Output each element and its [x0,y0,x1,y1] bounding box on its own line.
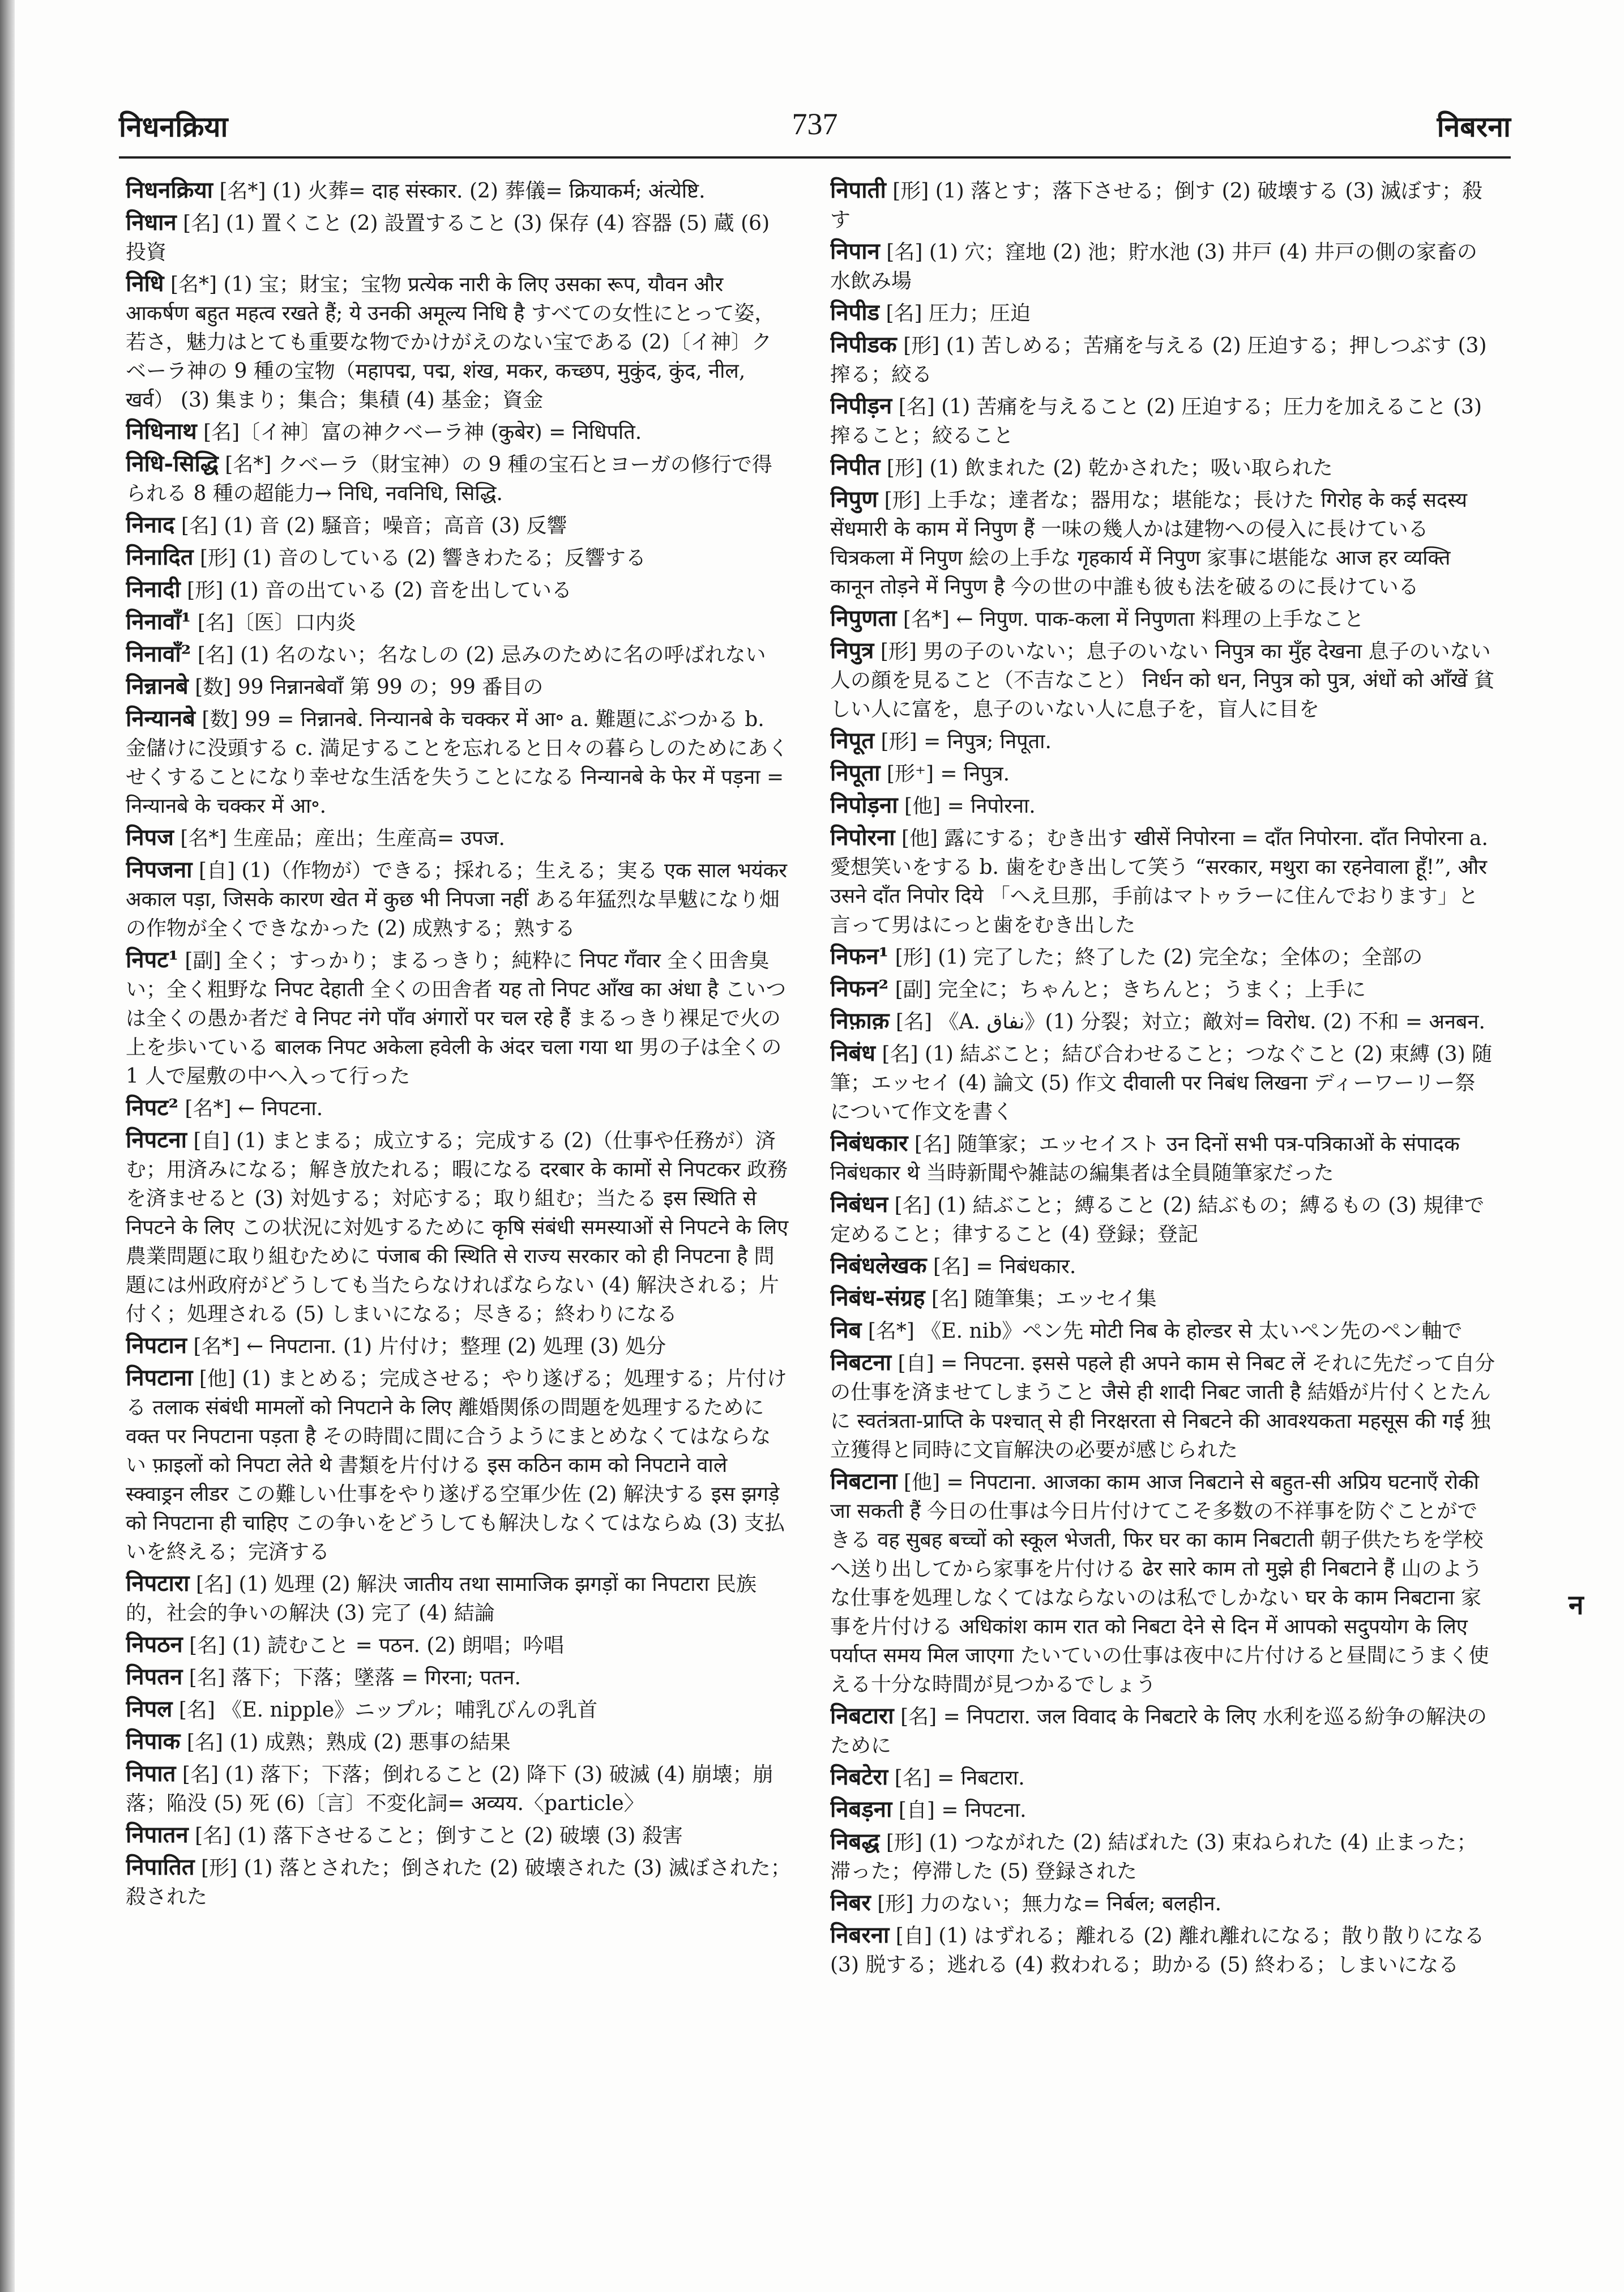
entry-headword: निनादी [126,576,181,603]
entry-headword: निबटेरा [830,1764,888,1790]
entry-definition: [名] 落下；下落；墜落 = गिरना; पतन. [182,1666,521,1689]
entry-definition: [名] (1) 読むこと = पठन. (2) 朗唱；吟唱 [182,1634,564,1657]
entry-definition: [形] (1) 完了した；終了した (2) 完全な；全体の；全部の [888,946,1423,969]
thumb-index-letter: न [1569,1589,1584,1621]
entry-headword: निधान [126,209,177,236]
dictionary-entry [830,726,1495,756]
dictionary-entry [126,1363,791,1567]
entry-definition: [形] = निपुत्र; निपूता. [874,730,1052,753]
entry-definition: [名*] 生産品；産出；生産高= उपज. [173,827,505,850]
dictionary-entry [830,1251,1495,1281]
entry-headword: निपुत्र [830,637,874,664]
entry-definition: [名*] 《E. nib》ペン先 मोटी निब के होल्डर से 太いペン先のペン軸で [861,1320,1463,1343]
dictionary-entry [830,1006,1495,1036]
dictionary-entry [830,1190,1495,1249]
entry-headword: निपाक [126,1728,181,1755]
entry-definition: [名*] (1) 宝；財宝；宝物 प्रत्येक नारी के लिए उसका रूप, यौवन और आकर्षण बहुत महत्व रखते हैं; ये उनकी अमूल्य निधि है すべての女性にとって姿，若さ，魅力はとても重要な物でかけがえのない宝である (2)〔イ神〕クベーラ神の 9 種の宝物（महापद्म, पद्म, शंख, मकर, कच्छप, मुकुंद, कुंद, नील, खर्व） (3) 集まり；集合；集積 (4) 基金；資金 [126,273,775,412]
entry-headword: निपटारा [126,1570,190,1597]
dictionary-entry [830,1795,1495,1825]
entry-headword: निपठन [126,1631,183,1658]
entry-definition: [名] (1) 音 (2) 騒音；噪音；高音 (3) 反響 [174,514,567,537]
entry-definition: [名] = निपटारा. जल विवाद के निबटारे के लिए 水利を巡る紛争の解決のために [830,1705,1487,1757]
entry-definition: [名*] ← निपुण. पाक-कला में निपुणता 料理の上手なこと [896,608,1365,631]
entry-headword: निपटान [126,1332,187,1359]
dictionary-entry [126,1853,791,1911]
dictionary-entry [830,1039,1495,1126]
entry-definition: [数] 99 = निन्नानबे. निन्यानबे के चक्कर में आ॰ a. 難題にぶつかる b. 金儲けに没頭する c. 満足することを忘れると日々の暮らしのためにあくせくすることになり幸せな生活を失うことになる निन्यानबे के फेर में पड़ना = निन्यानबे के चक्कर में आ॰. [126,708,789,818]
entry-definition: [他] = निपटाना. आजका काम आज निबटाने से बहुत-सी अप्रिय घटनाएँ रोकी जा सकती हैं 今日の仕事は今日片付けてこそ多数の不祥事を防ぐことができる वह सुबह बच्चों को स्कूल भेजती, फिर घर का काम निबटाती 朝子供たちを学校へ送り出してから家事を片付ける ढेर सारे काम तो मुझे ही निबटाने हैं 山のような仕事を処理しなくてはならないのは私でしかない घर के काम निबटाना 家事を片付ける अधिकांश काम रात को निबटा देने से दिन में आपको सदुपयोग के लिए पर्याप्त समय मिल जाएगा たいていの仕事は夜中に片付けると昼間にうまく使える十分な時間が見つかるでしょう [830,1471,1489,1696]
entry-headword: निपीत [830,454,881,480]
entry-definition: [副] 完全に；ちゃんと；きちんと；うまく；上手に [888,978,1366,1001]
entry-definition: [名] 《E. nipple》ニップル；哺乳びんの乳首 [172,1698,598,1722]
dictionary-entry [830,1316,1495,1346]
entry-definition: [自] (1)（作物が）できる；採れる；生える；実る एक साल भयंकर अकाल पड़ा, जिसके कारण खेत में कुछ भी निपजा नहीं ある年猛烈な旱魃になり畑の作物が全くできなかった (2) 成熟する；熟する [126,859,788,940]
entry-definition: [名] (1) 穴；窪地 (2) 池；貯水池 (3) 井戸 (4) 井戸の側の家畜の水飲み場 [830,241,1477,293]
dictionary-entry [830,1129,1495,1188]
dictionary-entry [830,942,1495,972]
dictionary-entry [830,237,1495,296]
entry-definition: [形⁺] = निपुत्र. [880,762,1010,786]
entry-headword: निबड़ना [830,1796,892,1822]
entry-headword: निफन² [830,975,889,1002]
entry-definition: [自] (1) まとまる；成立する；完成する (2)（仕事や任務が）済む；用済みになる；解き放たれる；暇になる दरबार के कामों से निपटकर 政務を済ませると (3) 対処する；対応する；取り組む；当たる इस स्थिति से निपटने के लिए この状況に対処するために कृषि संबंधी समस्याओं से निपटने के लिए 農業問題に取り組むために पंजाब की स्थिति से राज्य सरकार को ही निपटना है 問題には州政府がどうしても当たらなければならない (4) 解決される；片付く；処理される (5) しまいになる；尽きる；終わりになる [126,1129,789,1326]
entry-definition: [形] (1) 飲まれた (2) 乾かされた；吸い取られた [880,456,1333,480]
entry-headword: निबंधकार [830,1130,908,1156]
header-left-guide-word: निधनक्रिया [119,110,228,143]
dictionary-entry [126,1569,791,1628]
entry-definition: [名] (1) 落下；下落；倒れること (2) 降下 (3) 破滅 (4) 崩壊；崩落；陥没 (5) 死 (6)〔言〕不変化詞= अव्यय.〈particle〉 [126,1763,773,1815]
entry-definition: [副] 全く；すっかり；まるっきり；純粋に निपट गँवार 全く田舎臭い；全く粗野な निपट देहाती 全くの田舎者 यह तो निपट आँख का अंधा है こいつは全くの愚か者だ वे निपट नंगे पाँव अंगारों पर चल रहे हैं まるっきり裸足で火の上を歩いている बालक निपट अकेला हवेली के अंदर चला गया था 男の子は全くの 1 人で屋敷の中へ入って行った [126,949,787,1088]
dictionary-entry [126,1662,791,1692]
dictionary-entry [126,1820,791,1850]
dictionary-entry [126,1331,791,1361]
entry-headword: निपट² [126,1094,178,1121]
entry-definition: [自] (1) はずれる；離れる (2) 離れ離れになる；散り散りになる (3) 脱する；逃れる (4) 救われる；助かる (5) 終わる；しまいになる [830,1924,1485,1977]
entry-definition: [形] 上手な；達者な；器用な；堪能な；長けた गिरोह के कई सदस्य सेंधमारी के काम में निपुण हैं 一味の幾人かは建物への侵入に長けている चित्रकला में निपुण 絵の上手な गृहकार्य में निपुण 家事に堪能な आज हर व्यक्ति कानून तोड़ने में निपुण है 今の世の中誰も彼も法を破るのに長けている [830,489,1468,599]
dictionary-entry [830,1762,1495,1792]
entry-definition: [形] (1) 落とす；落下させる；倒す (2) 破壊する (3) 滅ぼす；殺す [830,180,1482,232]
entry-headword: निपोड़ना [830,792,898,818]
entry-definition: [名] (1) 置くこと (2) 設置すること (3) 保存 (4) 容器 (5) 蔵 (6) 投資 [126,212,770,264]
entry-definition: [自] = निपटना. इससे पहले ही अपने काम से निबट लें それに先だって自分の仕事を済ませてしまうこと जैसे ही शादी निबट जाती है 結婚が片付くとたんに स्वतंत्रता-प्राप्ति के पश्चात् से ही निरक्षरता से निबटने की आवश्यकता महसूस की गई 独立獲得と同時に文盲解決の必要が感じられた [830,1352,1495,1462]
entry-headword: निनाद [126,511,175,538]
page-binding-shadow [0,0,15,2292]
entry-headword: निबंधन [830,1191,888,1218]
entry-headword: निबटारा [830,1702,894,1729]
dictionary-entry [126,1695,791,1725]
entry-definition: [形] 男の子のいない；息子のいない निपुत्र का मुँह देखना 息子のいない人の顔を見ること（不吉なこと） निर्धन को धन, निपुत्र को पुत्र, अंधों को आँखें 貧しい人に富を，息子のいない人に息子を，盲人に目を [830,640,1494,721]
entry-definition: [名] (1) 名のない；名なしの (2) 忌みのために名の呼ばれない [191,643,766,667]
entry-definition: [名] (1) 落下させること；倒すこと (2) 破壊 (3) 殺害 [188,1824,683,1847]
entry-headword: निफ़ाक़ [830,1008,890,1034]
entry-headword: निपुण [830,486,878,513]
dictionary-entry [126,1759,791,1818]
header-right-guide-word: निबरना [1437,110,1511,143]
entry-headword: निपात [126,1760,176,1787]
entry-definition: [名]〔医〕口内炎 [191,611,356,634]
entry-headword: निपुणता [830,605,897,631]
entry-definition: [自] = निपटना. [892,1799,1027,1822]
entry-headword: निपतन [126,1663,183,1690]
entry-definition: [名]〔イ神〕富の神クベーラ神 (कुबेर) = निधिपति. [196,421,642,444]
dictionary-entry [126,176,791,206]
dictionary-entry [126,510,791,540]
right-column [830,176,1495,2271]
entry-headword: निपातन [126,1821,189,1848]
entry-headword: निपटाना [126,1364,193,1391]
entry-definition: [名*] ← निपटाना. (1) 片付け；整理 (2) 処理 (3) 処分 [187,1335,666,1358]
dictionary-entry [830,391,1495,450]
page-header [119,101,1511,146]
dictionary-entry [126,1727,791,1757]
dictionary-entry [126,575,791,605]
entry-definition: [名*] クベーラ（財宝神）の 9 種の宝石とヨーガの修行で得られる 8 種の超能力→ निधि, नवनिधि, सिद्धि. [126,453,772,505]
entry-headword: निन्यानबे [126,705,195,732]
dictionary-entry [830,758,1495,788]
entry-headword: निफन¹ [830,943,889,970]
entry-headword: निबर [830,1889,871,1916]
header-rule [119,156,1511,159]
entry-headword: निबरना [830,1922,890,1948]
entry-definition: [名] 圧力；圧迫 [879,302,1031,325]
dictionary-entry [126,1125,791,1329]
dictionary-entry [126,945,791,1091]
dictionary-entry [126,704,791,821]
entry-headword: निपटना [126,1126,187,1153]
dictionary-entry [830,1348,1495,1465]
dictionary-entry [126,543,791,573]
entry-headword: निबटना [830,1349,892,1376]
dictionary-entry [830,1827,1495,1886]
entry-headword: निबंधलेखक [830,1252,927,1279]
dictionary-entry [126,417,791,447]
entry-headword: निपीड [830,299,880,326]
entry-headword: निपज [126,824,174,851]
entry-headword: निपल [126,1696,173,1722]
entry-headword: निपीड़न [830,392,892,419]
entry-definition: [名*] (1) 火葬= दाह संस्कार. (2) 葬儀= क्रियाकर्म; अंत्येष्टि. [213,180,706,203]
entry-definition: [形] (1) 音のしている (2) 響きわたる；反響する [193,547,646,570]
entry-definition: [名] = निबटारा. [888,1766,1025,1790]
dictionary-entry [126,1093,791,1123]
entry-definition: [名] (1) 苦痛を与えること (2) 圧迫する；圧力を加えること (3) 搾ること；絞ること [830,395,1482,447]
dictionary-entry [126,672,791,702]
dictionary-entry [830,298,1495,328]
entry-definition: [形] 力のない；無力な= निर्बल; बलहीन. [870,1892,1222,1915]
entry-definition: [形] (1) 落とされた；倒された (2) 破壊された (3) 滅ぼされた；殺された [126,1856,791,1909]
dictionary-entry [126,208,791,267]
entry-headword: निधि [126,270,164,297]
dictionary-entry [126,269,791,415]
dictionary-entry [830,176,1495,234]
entry-definition: [他] (1) まとめる；完成させる；やり遂げる；処理する；片付ける तलाक संबंधी मामलों को निपटाने के लिए 離婚関係の問題を処理するために वक्त पर निपटाना पड़ता है その時間に間に合うようにまとめなくてはならない फ़ाइलों को निपटा लेते थे 書類を片付ける इस कठिन काम को निपटाने वाले स्क्वाड्रन लीडर この難しい仕事をやり遂げる空軍少佐 (2) 解決する इस झगड़े को निपटाना ही चाहिए この争いをどうしても解決しなくてはならぬ (3) 支払いを終える；完済する [126,1367,787,1564]
entry-headword: निपान [830,238,880,264]
entry-definition: [名] 《A. نفاق》(1) 分裂；対立；敵対= विरोध. (2) 不和 = अनबन. [889,1010,1485,1034]
dictionary-entry [830,453,1495,483]
dictionary-entry [830,823,1495,940]
dictionary-entry [830,485,1495,601]
dictionary-entry [126,639,791,669]
dictionary-entry [126,449,791,508]
entry-headword: निब [830,1317,862,1343]
dictionary-entry [126,855,791,943]
entry-definition: [名] 随筆集；エッセイ集 [925,1287,1157,1311]
entry-headword: निपट¹ [126,946,178,973]
entry-headword: निधिनाथ [126,418,197,445]
dictionary-entry [830,791,1495,821]
entry-definition: [名*] ← निपटना. [178,1097,323,1120]
dictionary-entry [126,1630,791,1660]
entry-definition: [他] 露にする；むき出す खीसें निपोरना = दाँत निपोरना. दाँत निपोरना a. 愛想笑いをする b. 歯をむき出して笑う “सरकार, मथुरा का रहनेवाला हूँ!”, और उसने दाँत निपोर दिये 「へえ旦那，手前はマトゥラーに住んでおります」と言って男はにっと歯をむき出した [830,827,1488,937]
entry-definition: [名] (1) 結ぶこと；縛ること (2) 結ぶもの；縛るもの (3) 規律で定めること；律すること (4) 登録；登記 [830,1194,1485,1246]
dictionary-entry [830,604,1495,634]
entry-headword: निन्नानबे [126,673,189,699]
entry-headword: निनावाँ² [126,641,191,667]
left-column [126,176,791,2271]
entry-definition: [名] = निबंधकार. [926,1255,1076,1278]
dictionary-entry [830,1701,1495,1760]
entry-headword: निपाती [830,177,886,203]
entry-headword: निपूत [830,727,875,754]
entry-definition: [名] (1) 成熟；熟成 (2) 悪事の結果 [180,1731,511,1754]
dictionary-entry [830,330,1495,389]
entry-headword: निबंध-संग्रह [830,1284,925,1311]
entry-definition: [名] (1) 処理 (2) 解決 जातीय तथा सामाजिक झगड़ों का निपटारा 民族的，社会的争いの解決 (3) 完了 (4) 結論 [126,1573,757,1625]
dictionary-entry [830,1283,1495,1313]
entry-definition: [形] (1) つながれた (2) 結ばれた (3) 束ねられた (4) 止まった；滞った；停滞した (5) 登録された [830,1831,1477,1883]
entry-definition: [他] = निपोरना. [898,795,1036,818]
entry-headword: निधि-सिद्धि [126,450,219,477]
dictionary-entry [830,1888,1495,1918]
dictionary-entry [830,974,1495,1004]
entry-headword: निपजना [126,856,193,883]
entry-headword: निनावाँ¹ [126,608,191,635]
entry-headword: निपूता [830,759,881,786]
page-number: 737 [792,107,838,141]
dictionary-entry [830,1920,1495,1979]
entry-headword: निबटाना [830,1468,898,1495]
entry-headword: निपोरना [830,824,895,851]
entry-headword: निबंध [830,1040,875,1066]
entry-headword: निनादित [126,544,194,570]
entry-definition: [名] 随筆家；エッセイスト उन दिनों सभी पत्र-पत्रिकाओं के संपादक निबंधकार थे 当時新聞や雑誌の編集者は全員随筆家だった [830,1133,1460,1185]
dictionary-entry [126,823,791,853]
dictionary-entry [126,607,791,637]
entry-definition: [数] 99 निन्नानबेवाँ 第 99 の；99 番目の [188,676,544,699]
dictionary-entry [830,1467,1495,1699]
entry-headword: निबद्ध [830,1828,880,1855]
entry-definition: [形] (1) 苦しめる；苦痛を与える (2) 圧迫する；押しつぶす (3) 搾る；絞る [830,334,1487,386]
entry-definition: [名] (1) 結ぶこと；結び合わせること；つなぐこと (2) 束縛 (3) 随筆；エッセイ (4) 論文 (5) 作文 दीवाली पर निबंध लिखना ディーワーリー祭について作文を書く [830,1043,1493,1124]
entry-definition: [形] (1) 音の出ている (2) 音を出している [180,579,572,602]
entry-headword: निधनक्रिया [126,177,213,203]
dictionary-entry [830,636,1495,724]
entry-headword: निपातित [126,1854,195,1880]
entry-headword: निपीडक [830,331,897,358]
